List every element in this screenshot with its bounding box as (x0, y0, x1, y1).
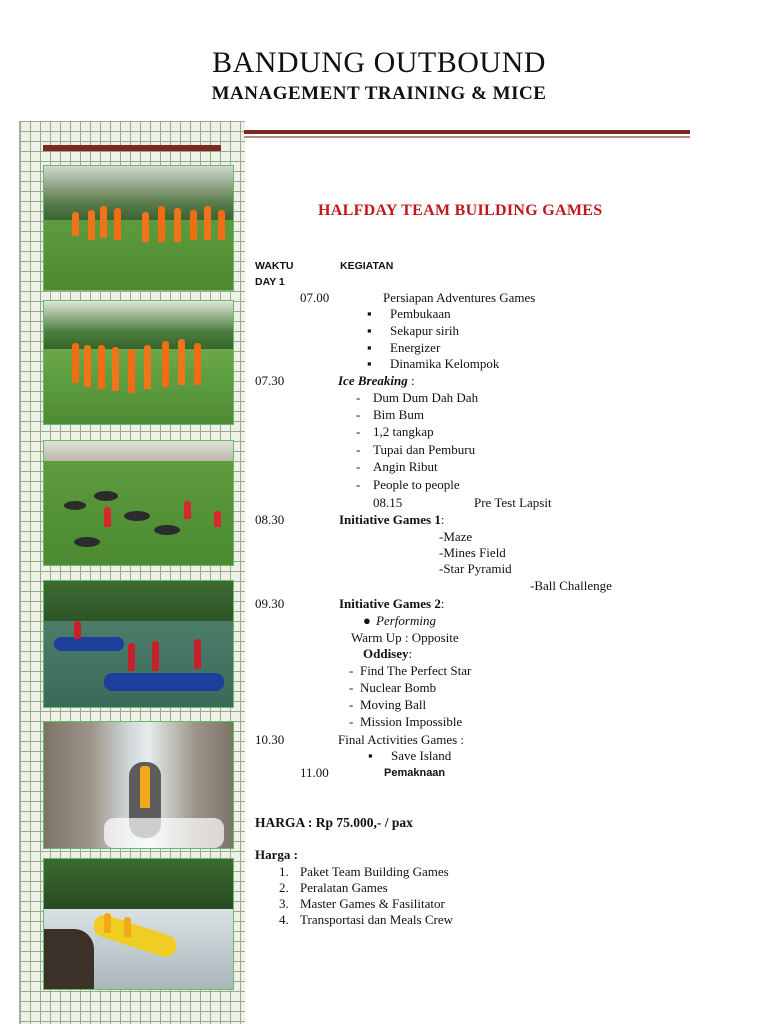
photo-team-circle-on-lawn (43, 165, 234, 291)
header-rule-thick (244, 130, 690, 134)
label-colon: : (408, 646, 413, 661)
list-item: Paket Team Building Games (300, 864, 449, 879)
list-item: Performing (376, 613, 436, 628)
list-item: ▪ Dinamika Kelompok (390, 356, 499, 371)
list-item: Warm Up : Opposite (351, 630, 459, 645)
col-header-activity: KEGIATAN (340, 260, 394, 272)
price-line: HARGA : Rp 75.000,- / pax (255, 815, 413, 830)
activity-ice-breaking: Ice Breaking (338, 373, 408, 388)
dash-icon: - (356, 477, 361, 492)
label-colon: : (440, 596, 445, 611)
photo-tire-games-field (43, 440, 234, 566)
list-item: -Ball Challenge (530, 578, 612, 593)
list-item: ▪ Pembukaan (390, 306, 451, 321)
list-item: Bim Bum (373, 407, 424, 422)
list-item: 1,2 tangkap (373, 424, 434, 439)
list-item: -Star Pyramid (439, 561, 512, 576)
dash-icon: - (356, 424, 361, 439)
activity-oddisey: Oddisey (363, 646, 409, 661)
list-item: Dum Dum Dah Dah (373, 390, 479, 405)
dash-icon: - (349, 663, 354, 678)
photo-rafting-rapids-stone-wall (43, 721, 234, 849)
bullet-dot-icon: ● (363, 613, 371, 628)
photo-team-line-on-lawn (43, 300, 234, 425)
list-number: 2. (279, 880, 289, 895)
photo-rafting-whitewater (43, 858, 234, 990)
time-0730: 07.30 (255, 373, 285, 388)
activity-prep: Persiapan Adventures Games (383, 290, 536, 305)
list-item: Transportasi dan Meals Crew (300, 912, 453, 927)
activity-pemaknaan: Pemaknaan (384, 767, 446, 779)
dash-icon: - (356, 390, 361, 405)
time-0830: 08.30 (255, 512, 285, 527)
list-item: Peralatan Games (300, 880, 388, 895)
list-item: Nuclear Bomb (360, 680, 437, 695)
activity-final: Final Activities Games : (338, 732, 465, 747)
photo-rafting-team-river (43, 580, 234, 708)
list-item: Angin Ribut (373, 459, 438, 474)
col-header-time: WAKTU (255, 260, 294, 272)
dash-icon: - (356, 459, 361, 474)
time-0930: 09.30 (255, 596, 285, 611)
list-item: ▪ Save Island (391, 748, 451, 763)
dash-icon: - (349, 680, 354, 695)
list-item: ▪ Sekapur sirih (390, 323, 459, 338)
activity-initiative-games-1: Initiative Games 1 (339, 512, 441, 527)
activity-pretest: Pre Test Lapsit (474, 495, 552, 510)
dash-icon: - (356, 407, 361, 422)
day-label: DAY 1 (255, 276, 285, 288)
list-item: Master Games & Fasilitator (300, 896, 445, 911)
sidebar-divider-bar (43, 145, 221, 151)
list-item: Mission Impossible (360, 714, 463, 729)
dash-icon: - (349, 714, 354, 729)
time-0700: 07.00 (300, 290, 330, 305)
dash-icon: - (349, 697, 354, 712)
label-colon: : (407, 373, 415, 388)
activity-initiative-games-2: Initiative Games 2 (339, 596, 441, 611)
list-item: Find The Perfect Star (360, 663, 472, 678)
header-rule-thin (244, 136, 690, 138)
list-item: Moving Ball (360, 697, 427, 712)
list-item: People to people (373, 477, 460, 492)
label-colon: : (440, 512, 445, 527)
list-item: Tupai dan Pemburu (373, 442, 476, 457)
page-title: BANDUNG OUTBOUND (212, 46, 546, 79)
time-1030: 10.30 (255, 732, 285, 747)
list-number: 3. (279, 896, 289, 911)
price-includes-label: Harga : (255, 847, 298, 862)
section-title: HALFDAY TEAM BUILDING GAMES (318, 202, 603, 219)
list-number: 1. (279, 864, 289, 879)
time-1100: 11.00 (300, 765, 329, 780)
page-subtitle: MANAGEMENT TRAINING & MICE (211, 83, 547, 104)
list-item: -Maze (439, 529, 473, 544)
list-number: 4. (279, 912, 289, 927)
dash-icon: - (356, 442, 361, 457)
time-0815: 08.15 (373, 495, 403, 510)
list-item: -Mines Field (439, 545, 506, 560)
list-item: ▪ Energizer (390, 340, 440, 355)
